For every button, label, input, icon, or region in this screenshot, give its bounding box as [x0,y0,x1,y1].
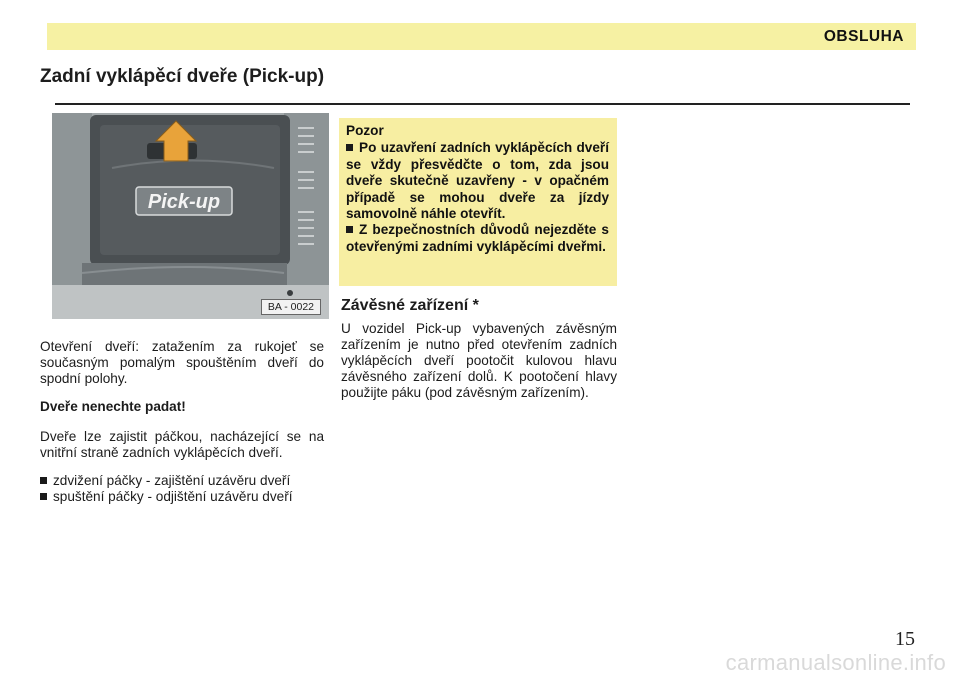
warning-box [339,118,617,286]
opening-instructions: Otevření dveří: zatažením za rukojeť se současným pomalým spouštěním dveří do spodní polohy. [40,339,324,386]
watermark: carmanualsonline.info [725,650,946,675]
hinge-bolt [287,290,293,296]
lever-bullet-list [40,473,324,505]
page-title: Zadní vyklápěcí dveře (Pick-up) [40,66,325,87]
warning-emphasis: Dveře nenechte padat! [40,399,186,414]
pickup-tailgate-figure [52,113,329,319]
figure-code: BA - 0022 [261,299,321,315]
header-bar [47,23,916,50]
bullet-item: spuštění páčky - odjištění uzávěru dveří [40,489,324,505]
pickup-badge-text: Pick-up [147,191,221,213]
hinge-section-text: U vozidel Pick-up vybavených závěsným zařízením je nutno před otevřením zadních vyklápěcích dveří pootočit kulovou hlavu závěsného zařízení dolů. K pootočení hlavy použijte páku (pod závěsným zařízením). [341,321,617,400]
page-number: 15 [895,628,915,650]
hinge-section-title: Závěsné zařízení * [341,297,479,314]
bullet-square-icon [346,144,353,151]
lock-instructions: Dveře lze zajistit páčkou, nacházející se na vnitřní straně zadních vyklápěcích dveří. [40,429,324,460]
section-label: OBSLUHA [823,28,904,45]
title-divider [55,103,910,105]
bullet-item: zdvižení páčky - zajištění uzávěru dveří [40,473,324,489]
tailgate-illustration [52,113,329,319]
bullet-square-icon [346,226,353,233]
bullet-square-icon [40,477,47,484]
bullet-square-icon [40,493,47,500]
hinge-section [341,321,617,401]
left-column [40,339,324,505]
warning-item: Po uzavření zadních vyklápěcích dveří se vždy přesvědčte o tom, zda jsou dveře skutečně uzavřeny - v opačném případě se mohou dveře za jízdy samovolně náhle otevřít. [346,140,609,222]
warning-item: Z bezpečnostních důvodů nejezděte s otevřenými zadními vyklápěcími dveřmi. [346,222,609,254]
warning-title: Pozor [346,123,384,138]
